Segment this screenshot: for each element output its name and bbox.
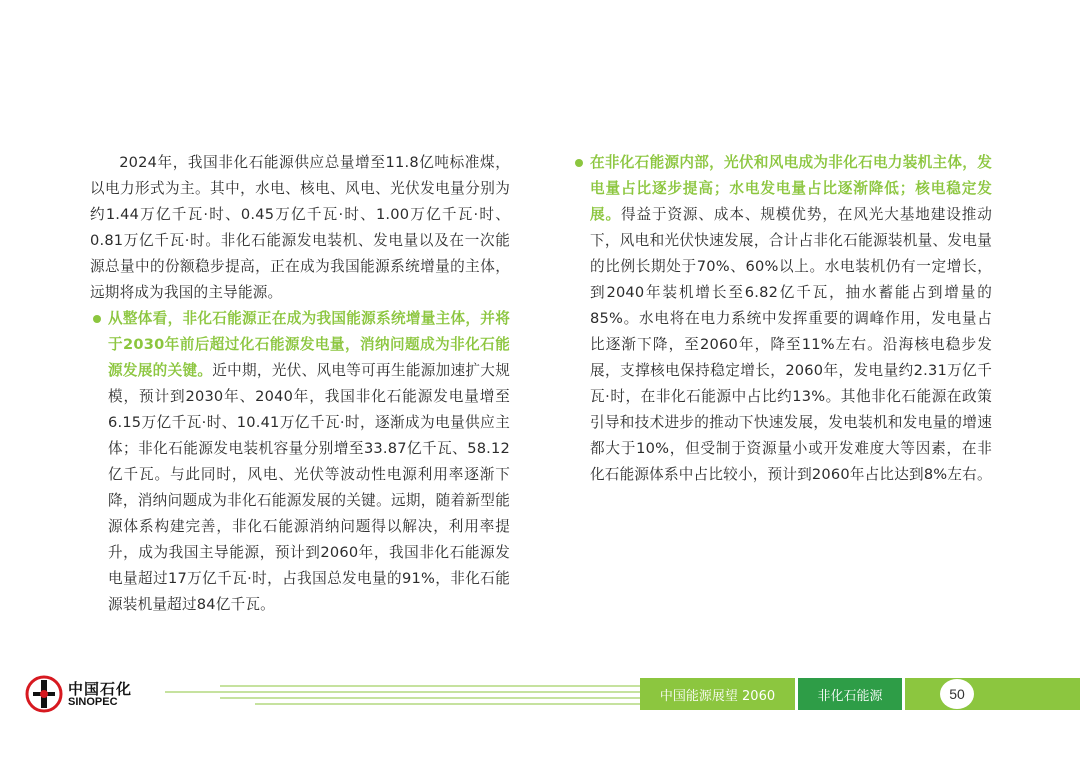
footer-right-band xyxy=(905,678,1080,710)
bullet-body: 得益于资源、成本、规模优势，在风光大基地建设推动下，风电和光伏快速发展，合计占非化石能源装机量、发电量的比例长期处于70%、60%以上。水电装机仍有一定增长，到2040年装机增长至6.82亿千瓦，抽水蓄能占到增量的85%。水电将在电力系统中发挥重要的调峰作用，发电量占比逐渐下降，至2060年，降至11%左右。沿海核电稳步发展，支撑核电保持稳定增长，2060年，发电量约2.31万亿千瓦·时，在非化石能源中占比约13%。其他非化石能源在政策引导和技术进步的推动下快速发展，发电装机和发电量的增速都大于10%，但受制于资源量小或开发难度大等因素，在非化石能源体系中占比较小，预计到2060年占比达到8%左右。 xyxy=(590,206,992,483)
left-column xyxy=(90,150,510,618)
bullet-heading: 从整体看，非化石能源正在成为我国能源系统增量主体，并将于2030年前后超过化石能源发电量，消纳问题成为非化石能源发展的关键。 xyxy=(108,310,510,379)
bullet-dot-icon xyxy=(93,315,101,323)
right-column xyxy=(572,150,992,488)
bullet-paragraph-internal xyxy=(572,150,992,488)
sinopec-logo-icon xyxy=(24,674,64,714)
footer-decorative-lines xyxy=(165,684,640,706)
logo-chinese-text: 中国石化 xyxy=(68,680,133,698)
page-number: 50 xyxy=(940,679,974,709)
footer-section-title: 非化石能源 xyxy=(798,678,902,710)
bullet-dot-icon xyxy=(575,159,583,167)
bullet-paragraph-overall xyxy=(90,306,510,618)
footer-book-title: 中国能源展望 2060 xyxy=(640,678,795,710)
logo-english-text: SINOPEC xyxy=(68,696,118,708)
bullet-body: 近中期，光伏、风电等可再生能源加速扩大规模，预计到2030年、2040年，我国非化石能源发电量增至6.15万亿千瓦·时、10.41万亿千瓦·时，逐渐成为电量供应主体；非化石能源发电装机容量分别增至33.87亿千瓦、58.12亿千瓦。与此同时，风电、光伏等波动性电源利用率逐渐下降，消纳问题成为非化石能源发展的关键。远期，随着新型能源体系构建完善，非化石能源消纳问题得以解决，利用率提升，成为我国主导能源，预计到2060年，我国非化石能源发电量超过17万亿千瓦·时，占我国总发电量的91%，非化石能源装机量超过84亿千瓦。 xyxy=(108,362,510,613)
sinopec-logo xyxy=(24,674,134,714)
intro-paragraph: 2024年，我国非化石能源供应总量增至11.8亿吨标准煤，以电力形式为主。其中，水电、核电、风电、光伏发电量分别为约1.44万亿千瓦·时、0.45万亿千瓦·时、1.00万亿千瓦·时、0.81万亿千瓦·时。非化石能源发电装机、发电量以及在一次能源总量中的份额稳步提高，正在成为我国能源系统增量的主体，远期将成为我国的主导能源。 xyxy=(90,154,510,301)
bullet-heading: 在非化石能源内部，光伏和风电成为非化石电力装机主体，发电量占比逐步提高；水电发电量占比逐渐降低；核电稳定发展。 xyxy=(590,154,992,223)
